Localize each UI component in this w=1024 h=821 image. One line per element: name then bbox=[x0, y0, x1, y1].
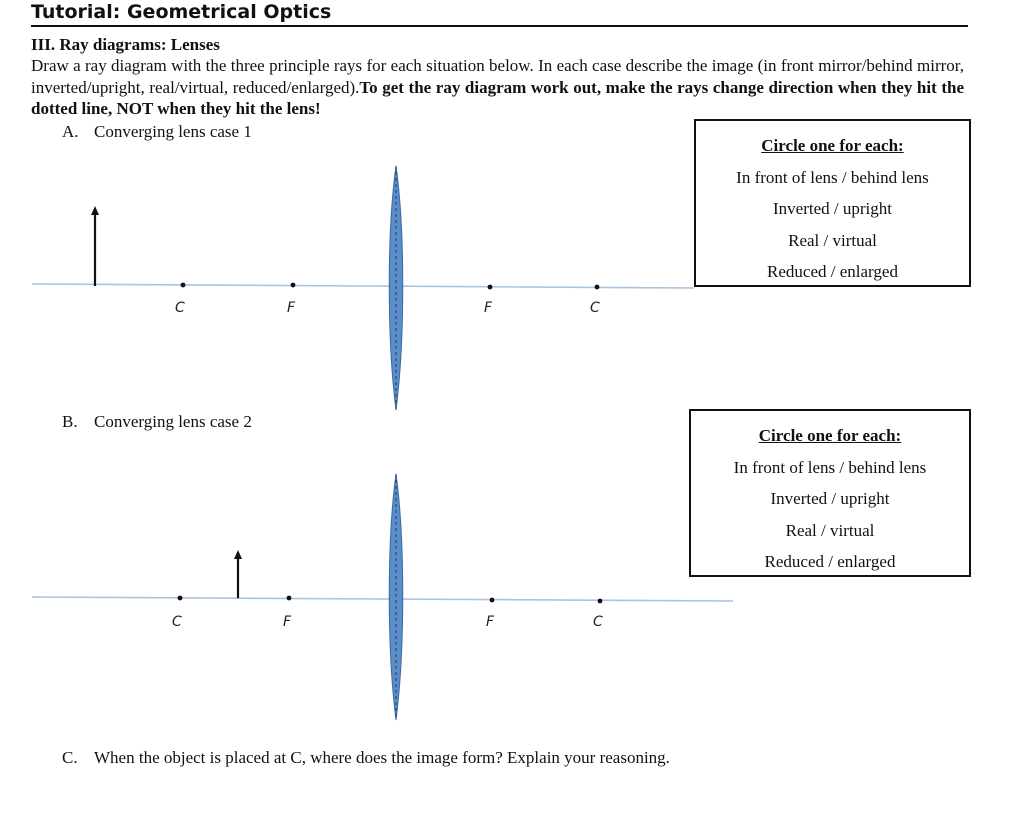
label-c-left: C bbox=[172, 614, 182, 630]
case-b-ray-diagram[interactable] bbox=[0, 470, 740, 725]
page-title: Tutorial: Geometrical Optics bbox=[31, 1, 332, 23]
title-divider bbox=[31, 25, 968, 27]
case-a-ray-diagram[interactable] bbox=[0, 160, 700, 415]
point-c-right bbox=[598, 599, 603, 604]
case-a-title: Converging lens case 1 bbox=[94, 122, 252, 141]
label-c-right: C bbox=[593, 614, 603, 630]
point-f-right bbox=[488, 285, 493, 290]
label-f-left: F bbox=[283, 614, 292, 630]
section-heading: III. Ray diagrams: Lenses bbox=[31, 35, 220, 54]
option-location[interactable]: In front of lens / behind lens bbox=[736, 167, 929, 187]
case-b-letter: B. bbox=[62, 412, 78, 431]
case-b-label bbox=[62, 412, 252, 432]
option-orientation[interactable]: Inverted / upright bbox=[770, 489, 890, 508]
label-c-left: C bbox=[175, 300, 185, 316]
label-f-right: F bbox=[486, 614, 495, 630]
label-f-right: F bbox=[484, 300, 493, 316]
case-b-title: Converging lens case 2 bbox=[94, 412, 252, 431]
instructions-text: Draw a ray diagram with the three principle rays for each situation below. In each case describe the image (in front mirror/behind mirror, inverted/upright, real/virtual, reduced/enlarged). bbox=[31, 56, 964, 97]
point-f-left bbox=[287, 596, 292, 601]
point-c-left bbox=[178, 596, 183, 601]
point-c-right bbox=[595, 285, 600, 290]
option-type[interactable]: Real / virtual bbox=[785, 520, 875, 540]
case-a-letter: A. bbox=[62, 122, 79, 141]
circle-box-heading: Circle one for each: bbox=[761, 136, 904, 155]
object-arrow-head bbox=[234, 550, 242, 559]
point-c-left bbox=[181, 283, 186, 288]
option-type[interactable]: Real / virtual bbox=[788, 230, 877, 250]
label-c-right: C bbox=[590, 300, 600, 316]
option-orientation[interactable]: Inverted / upright bbox=[773, 199, 892, 218]
option-size[interactable]: Reduced / enlarged bbox=[767, 262, 898, 281]
point-f-right bbox=[490, 598, 495, 603]
case-c-letter: C. bbox=[62, 748, 78, 767]
option-size[interactable]: Reduced / enlarged bbox=[764, 552, 896, 571]
point-f-left bbox=[291, 283, 296, 288]
case-a-circle-box bbox=[694, 119, 971, 287]
object-arrow-head bbox=[91, 206, 99, 215]
instructions-emphasis: To get the ray diagram work out, make the rays change direction when they hit the dotted line, NOT when they hit the lens! bbox=[31, 77, 964, 118]
optical-axis bbox=[32, 597, 733, 601]
label-f-left: F bbox=[287, 300, 296, 316]
instructions bbox=[31, 55, 964, 120]
option-location[interactable]: In front of lens / behind lens bbox=[733, 457, 927, 477]
case-c-text: When the object is placed at C, where does the image form? Explain your reasoning. bbox=[94, 748, 670, 767]
circle-box-heading: Circle one for each: bbox=[758, 426, 902, 445]
case-a-label bbox=[62, 122, 252, 142]
case-c-question bbox=[62, 748, 670, 768]
